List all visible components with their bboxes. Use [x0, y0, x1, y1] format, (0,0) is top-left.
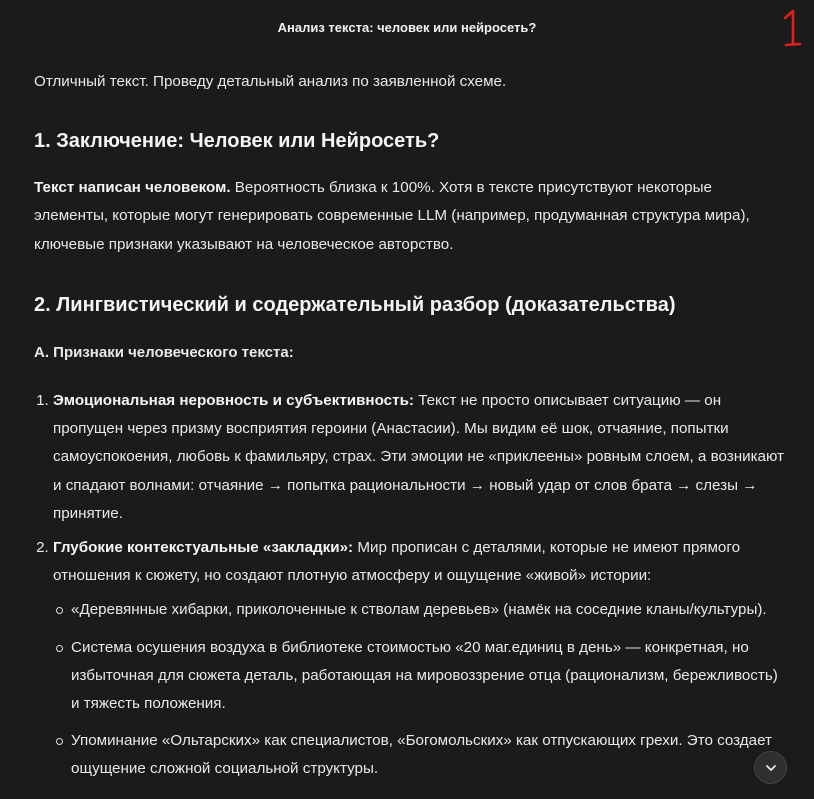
- linguistic-heading: 2. Лингвистический и содержательный разбор (доказательства): [34, 293, 676, 316]
- assistant-message: [34, 68, 786, 793]
- chevron-down-icon: [764, 761, 778, 775]
- evidence-item-label: Эмоциональная неровность и субъективность:: [53, 392, 414, 410]
- human-signs-subheading: А. Признаки человеческого текста:: [34, 343, 294, 361]
- evidence-item: [53, 534, 786, 784]
- detail-bullet: Система осушения воздуха в библиотеке стоимостью «20 маг.единиц в день» — конкретная, но избыточная для сюжета деталь, работающая на мировоззрение отца (рационализм, бережливость) и тяжесть положения.: [71, 634, 786, 719]
- detail-bullet: «Деревянные хибарки, приколоченные к стволам деревьев» (намёк на соседние кланы/культуры).: [71, 596, 786, 624]
- conclusion-paragraph: [34, 174, 786, 259]
- chat-header: [0, 0, 814, 56]
- conclusion-lead: Текст написан человеком.: [34, 179, 231, 197]
- detail-bullet: Упоминание «Ольтарских» как специалистов, «Богомольских» как отпускающих грехи. Это создает ощущение сложной социальной структуры.: [71, 727, 786, 783]
- evidence-item-text: Мир прописан с деталями, которые не имеют прямого отношения к сюжету, но создают плотную атмосферу и ощущение «живой» истории:: [53, 539, 741, 585]
- handwritten-annotation: [776, 6, 806, 50]
- scroll-to-bottom-button[interactable]: [754, 751, 787, 784]
- intro-paragraph: Отличный текст. Проведу детальный анализ по заявленной схеме.: [34, 73, 507, 90]
- chat-title: Анализ текста: человек или нейросеть?: [277, 20, 537, 35]
- evidence-item-text: Текст не просто описывает ситуацию — он пропущен через призму восприятия героини (Анастасии). Мы видим её шок, отчаяние, попытки самоуспокоения, любовь к фамильяру, страх. Эти эмоции не «приклеены» ровным слоем, а возникают и спадают волнами: отчаяние → попытка рациональности → новый удар от слов брата → слезы → принятие.: [53, 392, 785, 522]
- detail-bullet-list: [53, 596, 786, 783]
- evidence-item: [53, 387, 786, 528]
- conclusion-heading: 1. Заключение: Человек или Нейросеть?: [34, 130, 440, 153]
- evidence-item-label: Глубокие контекстуальные «закладки»:: [53, 539, 354, 557]
- conclusion-body: Вероятность близка к 100%. Хотя в тексте присутствуют некоторые элементы, которые могут генерировать современные LLM (например, продуманная структура мира), ключевые признаки указывают на человеческое авторство.: [34, 179, 750, 253]
- evidence-list: [34, 387, 786, 784]
